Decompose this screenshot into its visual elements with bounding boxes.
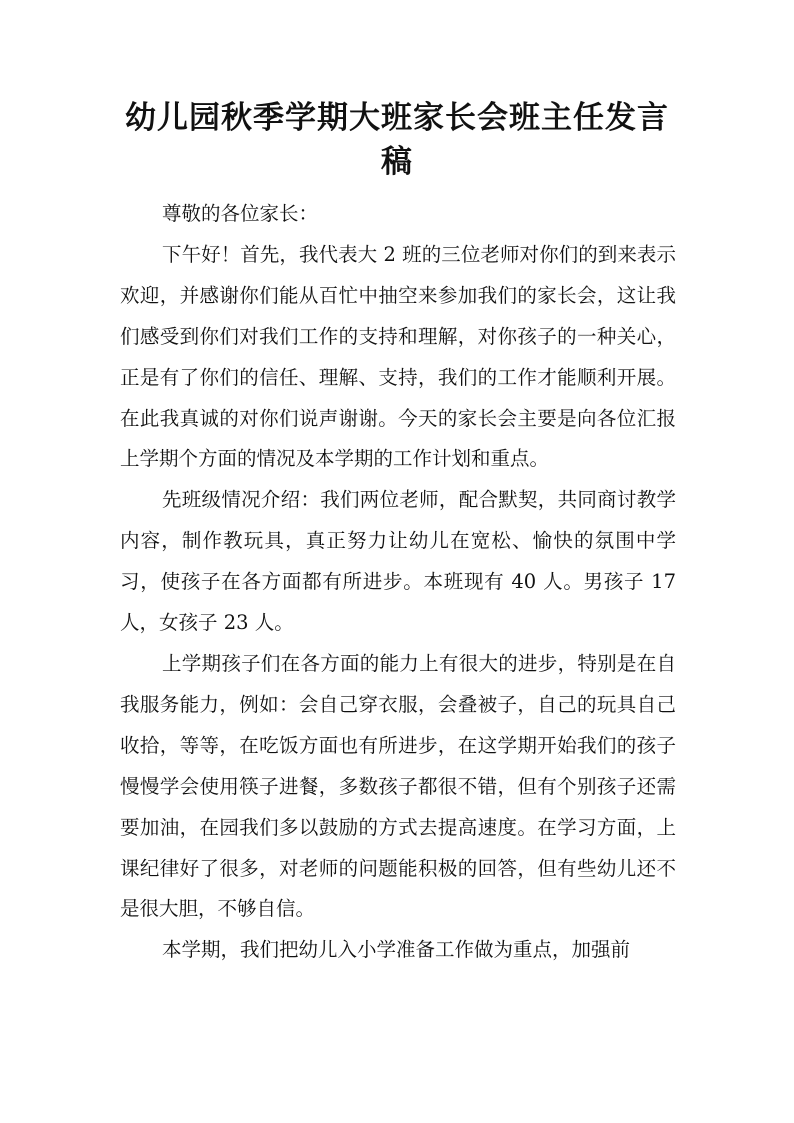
document-title: 幼儿园秋季学期大班家长会班主任发言稿 [125,100,669,180]
paragraph-semester-plan: 本学期，我们把幼儿入小学准备工作做为重点，加强前 [162,938,631,962]
paragraph-progress: 上学期孩子们在各方面的能力上有很大的进步，特别是在自我服务能力，例如：会自己穿衣服，会叠被子，自己的玩具自己收拾，等等，在吃饭方面也有所进步，在这学期开始我们的孩子慢慢学会使用筷子进餐，多数孩子都很不错，但有个别孩子还需要加油，在园我们多以鼓励的方式去提高速度。在学习方面，上课纪律好了很多，对老师的问题能积极的回答，但有些幼儿还不是很大胆，不够自信。 [120,651,676,921]
document-body [120,194,676,971]
paragraph-salutation: 尊敬的各位家长： [162,202,319,225]
paragraph-greeting: 下午好！首先，我代表大 2 班的三位老师对你们的到来表示欢迎，并感谢你们能从百忙中抽空来参加我们的家长会，这让我们感受到你们对我们工作的支持和理解，对你孩子的一种关心，正是有了你们的信任、理解、支持，我们的工作才能顺利开展。在此我真诚的对你们说声谢谢。今天的家长会主要是向各位汇报上学期个方面的情况及本学期的工作计划和重点。 [120,242,676,471]
paragraph-class-intro: 先班级情况介绍：我们两位老师，配合默契，共同商讨教学内容，制作教玩具，真正努力让幼儿在宽松、愉快的氛围中学习，使孩子在各方面都有所进步。本班现有 40 人。男孩子 17 人，女孩子 23 人。 [120,488,676,635]
